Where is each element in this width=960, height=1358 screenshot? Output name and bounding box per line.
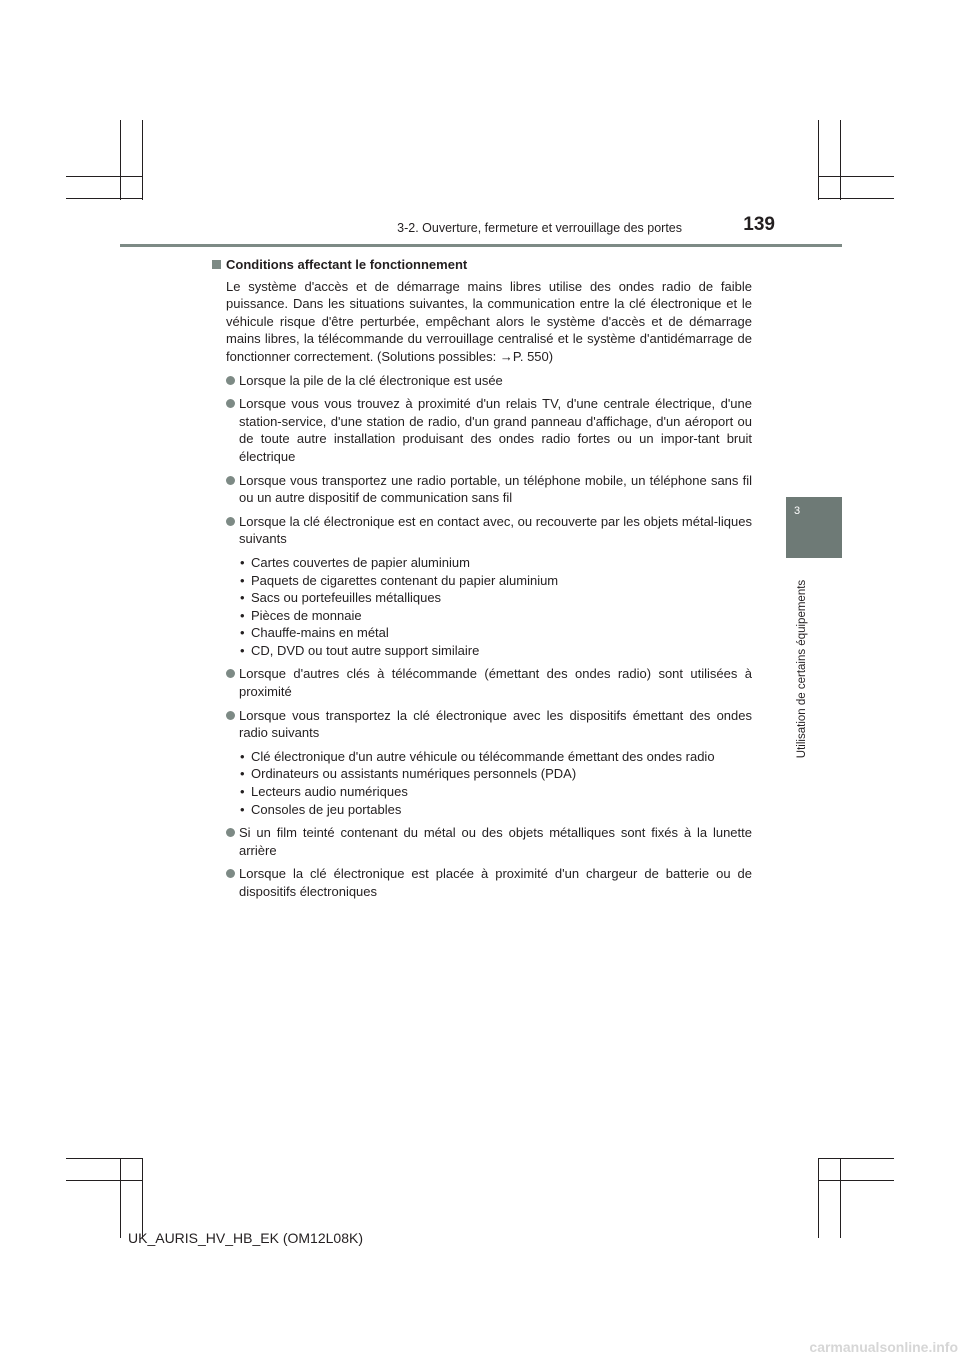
crop-mark [66, 198, 142, 199]
list-item [212, 372, 752, 390]
sub-list-item: • Paquets de cigarettes contenant du papier aluminium [212, 572, 752, 590]
crop-mark [840, 120, 841, 200]
watermark: carmanualsonline.info [809, 1339, 958, 1355]
list-item-text: Lorsque vous vous trouvez à proximité d'un relais TV, d'une centrale électrique, d'une station-service, d'une station de radio, d'un grand panneau d'affichage, d'un aéroport ou de toute autre installation produisant des ondes radio fortes ou un impor-tant bruit électrique [239, 396, 752, 464]
chapter-title [796, 565, 808, 773]
square-bullet-icon [212, 260, 221, 269]
crop-mark [120, 120, 121, 200]
circle-bullet-icon [226, 476, 235, 485]
circle-bullet-icon [226, 376, 235, 385]
crop-mark [840, 1158, 841, 1238]
circle-bullet-icon [226, 399, 235, 408]
circle-bullet-icon [226, 711, 235, 720]
sub-list-item: • Cartes couvertes de papier aluminium [212, 554, 752, 572]
running-header: 3-2. Ouverture, fermeture et verrouillage des portes [397, 221, 682, 235]
list-item-text: Lorsque la pile de la clé électronique est usée [239, 372, 503, 388]
list-item [212, 665, 752, 700]
list-item-text: Lorsque la clé électronique est en contact avec, ou recouverte par les objets métal-liques suivants [239, 513, 752, 547]
circle-bullet-icon [226, 669, 235, 678]
crop-mark [142, 120, 143, 200]
crop-mark [818, 1180, 894, 1181]
intro-paragraph: Le système d'accès et de démarrage mains libres utilise des ondes radio de faible puissance. Dans les situations suivantes, la communication entre la clé électronique et le véhicule risque d'être perturbée, empêchant alors le système d'accès et de démarrage mains libres, la télécommande du verrouillage centralisé et le système d'antidémarrage de fonctionner correctement. (Solutions possibles: →P. 550) [226, 278, 752, 364]
sub-list-item: • Clé électronique d'un autre véhicule ou télécommande émettant des ondes radio [212, 748, 752, 766]
crop-mark [66, 1158, 142, 1159]
list-item [212, 707, 752, 742]
crop-mark [818, 176, 894, 177]
crop-mark [142, 1158, 143, 1238]
sub-list-item: • Chauffe-mains en métal [212, 624, 752, 642]
circle-bullet-icon [226, 828, 235, 837]
list-item-text: Lorsque vous transportez une radio portable, un téléphone mobile, un téléphone sans fil ou un autre dispositif de communication sans fil [239, 472, 752, 506]
list-item [212, 472, 752, 507]
list-item [212, 865, 752, 900]
crop-mark [818, 1158, 819, 1238]
crop-mark [120, 1158, 121, 1238]
section-heading-text: Conditions affectant le fonctionnement [226, 257, 468, 272]
list-item [212, 395, 752, 465]
main-content [212, 256, 752, 907]
sub-list-item: • Sacs ou portefeuilles métalliques [212, 589, 752, 607]
list-item-text: Lorsque la clé électronique est placée à proximité d'un chargeur de batterie ou de dispositifs électroniques [239, 866, 752, 899]
sub-list-item: • Consoles de jeu portables [212, 801, 752, 819]
list-item-text: Si un film teinté contenant du métal ou des objets métalliques sont fixés à la lunette arrière [239, 825, 752, 858]
section-heading [212, 256, 752, 274]
header-divider [120, 244, 842, 247]
crop-mark [818, 1158, 894, 1159]
list-item [212, 513, 752, 548]
crop-mark [818, 198, 894, 199]
circle-bullet-icon [226, 869, 235, 878]
list-item [212, 824, 752, 859]
circle-bullet-icon [226, 517, 235, 526]
list-item-text: Lorsque d'autres clés à télécommande (émettant des ondes radio) sont utilisées à proximité [239, 666, 752, 700]
crop-mark [66, 176, 142, 177]
chapter-title-text: Utilisation de certains équipements [796, 579, 808, 759]
page-number: 139 [743, 214, 775, 235]
metal-objects-list [212, 554, 752, 660]
manual-code: UK_AURIS_HV_HB_EK (OM12L08K) [128, 1230, 363, 1246]
sub-list-item: • CD, DVD ou tout autre support similaire [212, 642, 752, 660]
list-item-text: Lorsque vous transportez la clé électronique avec les dispositifs émettant des ondes radio suivants [239, 707, 752, 741]
sub-list-item: • Pièces de monnaie [212, 607, 752, 625]
chapter-number: 3 [793, 505, 801, 517]
sub-list-item: • Ordinateurs ou assistants numériques personnels (PDA) [212, 765, 752, 783]
crop-mark [66, 1180, 142, 1181]
radio-devices-list [212, 748, 752, 818]
crop-mark [818, 120, 819, 200]
sub-list-item: • Lecteurs audio numériques [212, 783, 752, 801]
